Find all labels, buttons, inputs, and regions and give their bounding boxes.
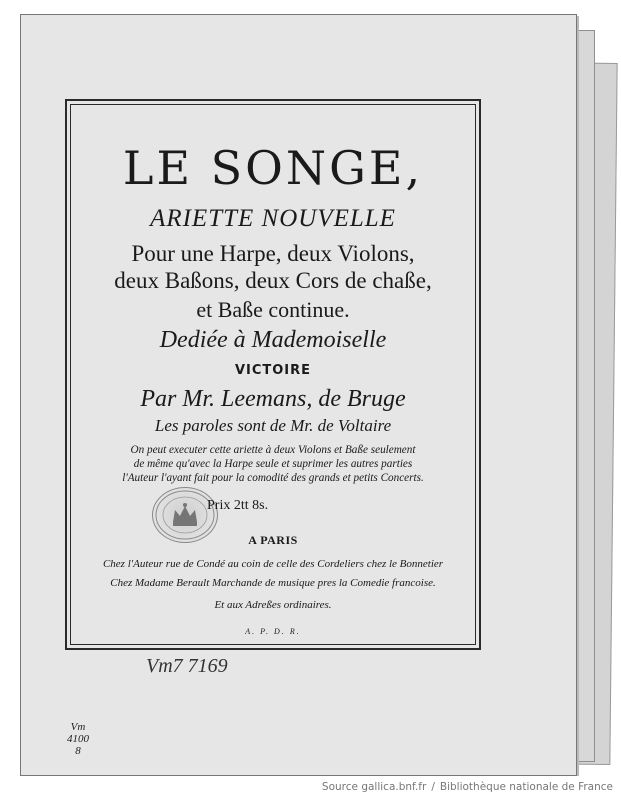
lyricist-line: Les paroles sont de Mr. de Voltaire <box>154 416 392 435</box>
performance-note-line-3: l'Auteur l'ayant fait pour la comodité des grands et petits Concerts. <box>122 472 424 484</box>
call-number <box>63 721 93 757</box>
call-number-line-1: Vm <box>70 721 86 733</box>
publisher-address-1: Chez l'Auteur rue de Condé au coin de celle des Cordeliers chez le Bonnetier <box>102 558 444 570</box>
title-frame <box>65 99 481 650</box>
performance-note-line-2: de même qu'avec la Harpe seule et suprimer les autres parties <box>133 458 413 470</box>
footer-credit <box>322 781 613 793</box>
dedicatee: VICTOIRE <box>234 363 312 378</box>
footer-institution-link[interactable]: Bibliothèque nationale de France <box>439 781 613 793</box>
work-subtitle: ARIETTE NOUVELLE <box>150 205 396 232</box>
footer-source-link[interactable]: Source gallica.bnf.fr <box>321 781 427 793</box>
publication-city: A PARIS <box>248 533 298 547</box>
publisher-address-2: Chez Madame Berault Marchande de musique pres la Comedie francoise. <box>110 577 436 589</box>
price: Prix 2tt 8s. <box>207 498 269 513</box>
handwritten-shelfmark: Vm7 7169 <box>146 655 228 677</box>
work-title: LE SONGE, <box>122 141 424 195</box>
instrumentation-line-1: Pour une Harpe, deux Violons, <box>131 241 415 266</box>
performance-note-line-1: On peut executer cette ariette à deux Violons et Baße seulement <box>130 444 416 456</box>
publisher-address-3: Et aux Adreßes ordinaires. <box>214 599 332 611</box>
dedication: Dediée à Mademoiselle <box>159 327 387 353</box>
footer-separator: / <box>431 781 435 793</box>
instrumentation-line-2: deux Baßons, deux Cors de chaße, <box>114 268 432 293</box>
gallica-footer <box>0 776 621 800</box>
royal-privilege: A. P. D. R. <box>245 627 301 636</box>
call-number-line-3: 8 <box>75 745 81 757</box>
instrumentation-line-3: et Baße continue. <box>196 297 350 322</box>
title-page <box>20 14 577 776</box>
composer-line: Par Mr. Leemans, de Bruge <box>140 386 406 412</box>
call-number-line-2: 4100 <box>67 733 89 745</box>
